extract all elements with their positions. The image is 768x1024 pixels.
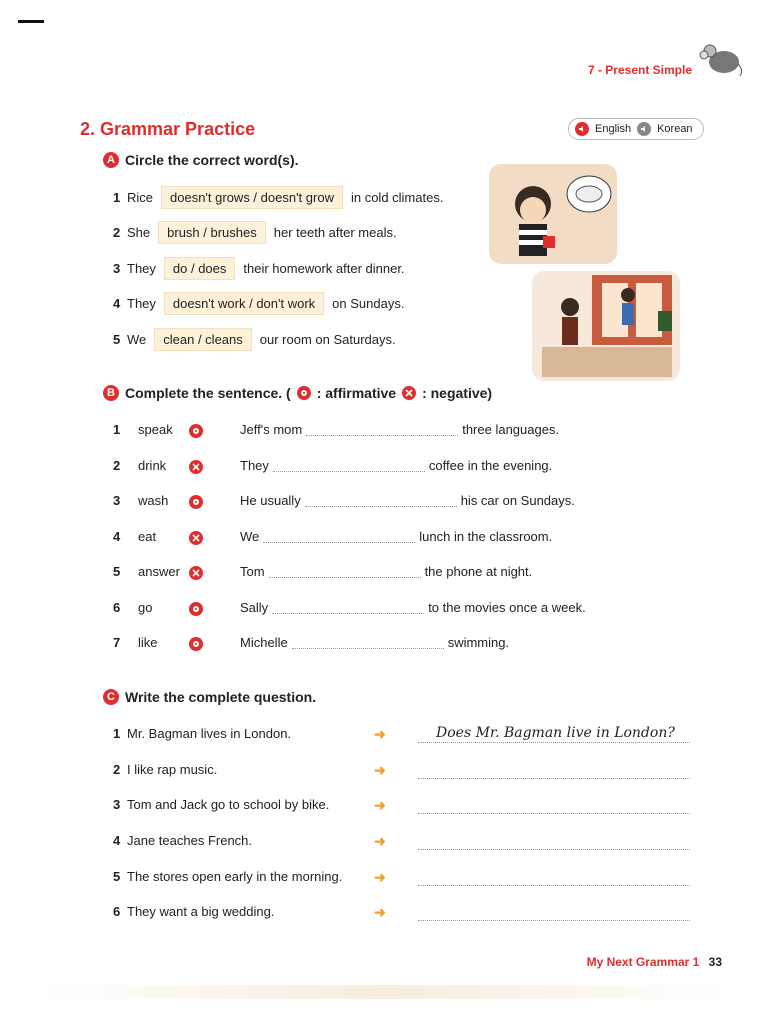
fill-sentence (240, 635, 509, 650)
item-number: 4 (113, 833, 121, 848)
item-number: 2 (113, 458, 121, 473)
answer-blank[interactable] (306, 423, 458, 436)
handwritten-answer: Does Mr. Bagman live in London? (436, 725, 675, 741)
x-icon (189, 460, 203, 474)
answer-blank[interactable] (272, 601, 424, 614)
verb-label: eat (138, 529, 157, 544)
arrow-icon: ➜ (374, 762, 386, 778)
answer-line[interactable] (418, 795, 690, 814)
fill-sentence (240, 529, 552, 544)
sentence-subject: Jeff's mom (240, 422, 303, 437)
answer-blank[interactable] (269, 565, 421, 578)
exercise-a-item (113, 328, 396, 351)
section-heading-text: Write the complete question. (125, 689, 317, 705)
word-choice[interactable]: doesn't work / don't work (164, 292, 324, 315)
sentence-start: She (127, 225, 151, 240)
verb-label: go (138, 600, 153, 615)
word-choice[interactable]: clean / cleans (154, 328, 252, 351)
sentence-end: to the movies once a week. (428, 600, 586, 615)
speaker-icon[interactable] (575, 122, 589, 136)
kids-cleaning-illustration (532, 271, 680, 381)
item-number: 2 (113, 762, 121, 777)
fill-sentence (240, 493, 575, 508)
exercise-a-item (113, 292, 404, 315)
item-number: 2 (113, 225, 121, 240)
verb-label: speak (138, 422, 173, 437)
section-title: 2. Grammar Practice (80, 119, 256, 139)
bottom-decoration (40, 985, 730, 999)
circle-icon (189, 602, 203, 616)
section-b-heading (103, 385, 492, 401)
source-sentence (113, 833, 252, 848)
sentence-subject: Michelle (240, 635, 288, 650)
sentence-start: We (127, 332, 147, 347)
item-number: 1 (113, 726, 121, 741)
book-title: My Next Grammar 1 (586, 955, 700, 969)
sentence-start: They (127, 261, 156, 276)
fill-sentence (240, 422, 559, 437)
section-badge: B (103, 385, 119, 401)
arrow-icon: ➜ (374, 904, 386, 920)
item-number: 5 (113, 564, 121, 579)
item-number: 3 (113, 261, 121, 276)
sentence-end: in cold climates. (350, 190, 444, 205)
answer-line[interactable] (418, 760, 690, 779)
sentence-end: her teeth after meals. (273, 225, 397, 240)
circle-icon (189, 637, 203, 651)
arrow-icon: ➜ (374, 726, 386, 742)
speaker-icon[interactable] (637, 122, 651, 136)
answer-blank[interactable] (292, 636, 444, 649)
sentence-subject: Sally (240, 600, 269, 615)
english-option[interactable]: English (595, 123, 632, 135)
item-number: 3 (113, 797, 121, 812)
korean-option[interactable]: Korean (657, 123, 693, 135)
source-sentence (113, 762, 217, 777)
sentence-subject: He usually (240, 493, 301, 508)
item-number: 5 (113, 332, 121, 347)
item-number: 6 (113, 904, 121, 919)
sentence-end: on Sundays. (332, 296, 405, 311)
arrow-icon: ➜ (374, 833, 386, 849)
item-number: 3 (113, 493, 121, 508)
verb-label: drink (138, 458, 167, 473)
section-badge: C (103, 689, 119, 705)
answer-line[interactable] (418, 724, 690, 743)
footer (587, 955, 722, 969)
fill-sentence (240, 600, 586, 615)
exercise-a-item (113, 221, 397, 244)
sentence-text: Tom and Jack go to school by bike. (127, 797, 330, 812)
verb-label: wash (138, 493, 169, 508)
x-icon (402, 386, 416, 400)
sentence-end: his car on Sundays. (460, 493, 575, 508)
verb-label: like (138, 635, 158, 650)
sentence-subject: We (240, 529, 260, 544)
sentence-end: the phone at night. (424, 564, 533, 579)
item-number: 4 (113, 296, 121, 311)
circle-icon (189, 424, 203, 438)
sentence-end: coffee in the evening. (428, 458, 553, 473)
circle-icon (189, 495, 203, 509)
affirmative-label: : affirmative (316, 385, 397, 401)
word-choice[interactable]: do / does (164, 257, 236, 280)
sentence-end: our room on Saturdays. (259, 332, 396, 347)
section-heading-text: Complete the sentence. ( (125, 385, 291, 401)
arrow-icon: ➜ (374, 797, 386, 813)
source-sentence (113, 797, 329, 812)
x-icon (189, 566, 203, 580)
source-sentence (113, 726, 291, 741)
answer-blank[interactable] (273, 459, 425, 472)
language-toggle[interactable] (568, 118, 704, 140)
sentence-end: their homework after dinner. (243, 261, 405, 276)
sentence-end: swimming. (447, 635, 510, 650)
exercise-a-item (113, 186, 443, 209)
mouse-icon (694, 40, 744, 80)
page-number: 33 (708, 955, 722, 969)
fill-sentence (240, 564, 532, 579)
answer-line[interactable] (418, 902, 690, 921)
item-number: 5 (113, 869, 121, 884)
item-number: 1 (113, 422, 121, 437)
section-c-heading (103, 689, 316, 705)
sentence-text: The stores open early in the morning. (127, 869, 343, 884)
sentence-subject: Tom (240, 564, 265, 579)
sentence-text: They want a big wedding. (127, 904, 275, 919)
item-number: 7 (113, 635, 121, 650)
source-sentence (113, 869, 342, 884)
sentence-text: Mr. Bagman lives in London. (127, 726, 292, 741)
section-heading-text: Circle the correct word(s). (125, 152, 299, 168)
sentence-end: lunch in the classroom. (419, 529, 553, 544)
fill-sentence (240, 458, 552, 473)
item-number: 6 (113, 600, 121, 615)
chapter-label: 7 - Present Simple (587, 63, 692, 77)
section-a-heading (103, 152, 299, 168)
x-icon (189, 531, 203, 545)
page-corner-mark (18, 20, 44, 23)
answer-blank[interactable] (305, 494, 457, 507)
girl-brushing-teeth-illustration (489, 164, 617, 264)
answer-line[interactable] (418, 867, 690, 886)
item-number: 4 (113, 529, 121, 544)
arrow-icon: ➜ (374, 869, 386, 885)
sentence-start: Rice (127, 190, 154, 205)
section-badge: A (103, 152, 119, 168)
circle-icon (297, 386, 311, 400)
verb-label: answer (138, 564, 180, 579)
word-choice[interactable]: doesn't grows / doesn't grow (161, 186, 343, 209)
word-choice[interactable]: brush / brushes (158, 221, 266, 244)
sentence-subject: They (240, 458, 269, 473)
source-sentence (113, 904, 274, 919)
exercise-a-item (113, 257, 405, 280)
item-number: 1 (113, 190, 121, 205)
answer-blank[interactable] (263, 530, 415, 543)
answer-line[interactable] (418, 831, 690, 850)
sentence-text: Jane teaches French. (127, 833, 253, 848)
sentence-start: They (127, 296, 156, 311)
sentence-text: I like rap music. (127, 762, 218, 777)
negative-label: : negative) (422, 385, 493, 401)
sentence-end: three languages. (462, 422, 560, 437)
